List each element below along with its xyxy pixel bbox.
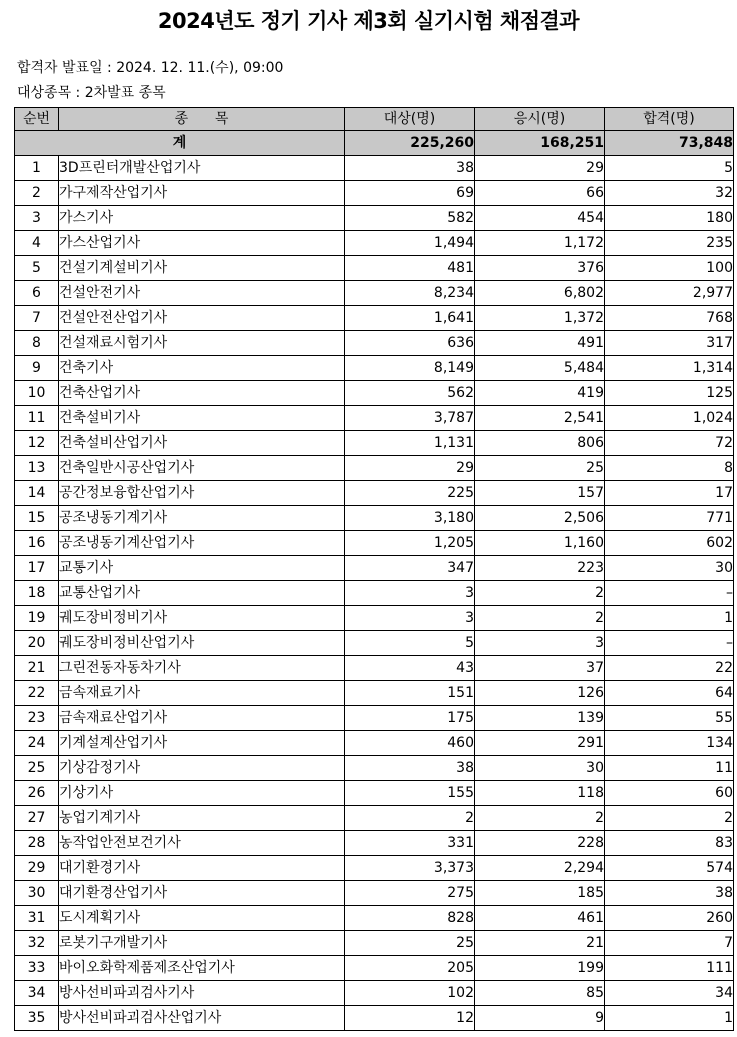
row-number: 29 xyxy=(15,856,59,881)
row-number: 11 xyxy=(15,406,59,431)
target-count: 481 xyxy=(345,256,475,281)
passed-count: 125 xyxy=(605,381,734,406)
exam-name: 건설재료시험기사 xyxy=(59,331,345,356)
passed-count: – xyxy=(605,631,734,656)
exam-name: 기계설계산업기사 xyxy=(59,731,345,756)
table-row xyxy=(15,406,734,431)
target-count: 3,180 xyxy=(345,506,475,531)
row-number: 25 xyxy=(15,756,59,781)
applied-count: 2,294 xyxy=(475,856,605,881)
table-row xyxy=(15,256,734,281)
table-row xyxy=(15,231,734,256)
applied-count: 2 xyxy=(475,606,605,631)
applied-count: 126 xyxy=(475,681,605,706)
header-applied: 응시(명) xyxy=(475,108,605,131)
total-passed: 73,848 xyxy=(605,131,734,156)
applied-count: 376 xyxy=(475,256,605,281)
target-count: 1,494 xyxy=(345,231,475,256)
exam-name: 로봇기구개발기사 xyxy=(59,931,345,956)
applied-count: 118 xyxy=(475,781,605,806)
applied-count: 2,506 xyxy=(475,506,605,531)
target-count: 29 xyxy=(345,456,475,481)
passed-count: 1,314 xyxy=(605,356,734,381)
target-count: 582 xyxy=(345,206,475,231)
passed-count: 260 xyxy=(605,906,734,931)
target-count: 8,234 xyxy=(345,281,475,306)
applied-count: 228 xyxy=(475,831,605,856)
row-number: 22 xyxy=(15,681,59,706)
exam-name: 방사선비파괴검사산업기사 xyxy=(59,1006,345,1031)
applied-count: 185 xyxy=(475,881,605,906)
table-row xyxy=(15,581,734,606)
table-row xyxy=(15,331,734,356)
target-count: 69 xyxy=(345,181,475,206)
table-row xyxy=(15,981,734,1006)
row-number: 19 xyxy=(15,606,59,631)
applied-count: 29 xyxy=(475,156,605,181)
passed-count: 60 xyxy=(605,781,734,806)
target-count: 636 xyxy=(345,331,475,356)
passed-count: 1,024 xyxy=(605,406,734,431)
applied-count: 223 xyxy=(475,556,605,581)
results-table xyxy=(14,107,734,1031)
target-count: 1,131 xyxy=(345,431,475,456)
exam-name: 바이오화학제품제조산업기사 xyxy=(59,956,345,981)
header-target: 대상(명) xyxy=(345,108,475,131)
applied-count: 291 xyxy=(475,731,605,756)
target-count: 43 xyxy=(345,656,475,681)
row-number: 17 xyxy=(15,556,59,581)
applied-count: 9 xyxy=(475,1006,605,1031)
row-number: 10 xyxy=(15,381,59,406)
row-number: 4 xyxy=(15,231,59,256)
passed-count: 602 xyxy=(605,531,734,556)
exam-name: 공조냉동기계산업기사 xyxy=(59,531,345,556)
applied-count: 85 xyxy=(475,981,605,1006)
row-number: 1 xyxy=(15,156,59,181)
row-number: 3 xyxy=(15,206,59,231)
row-number: 26 xyxy=(15,781,59,806)
applied-count: 139 xyxy=(475,706,605,731)
row-number: 32 xyxy=(15,931,59,956)
passed-count: 11 xyxy=(605,756,734,781)
exam-name: 궤도장비정비기사 xyxy=(59,606,345,631)
header-no: 순번 xyxy=(15,108,59,131)
passed-count: 100 xyxy=(605,256,734,281)
passed-count: 72 xyxy=(605,431,734,456)
applied-count: 3 xyxy=(475,631,605,656)
table-row xyxy=(15,681,734,706)
page-title: 2024년도 정기 기사 제3회 실기시험 채점결과 xyxy=(157,9,580,33)
target-count: 331 xyxy=(345,831,475,856)
row-number: 34 xyxy=(15,981,59,1006)
row-number: 5 xyxy=(15,256,59,281)
target-count: 460 xyxy=(345,731,475,756)
passed-count: 7 xyxy=(605,931,734,956)
passed-count: 22 xyxy=(605,656,734,681)
table-row xyxy=(15,781,734,806)
applied-count: 806 xyxy=(475,431,605,456)
applied-count: 454 xyxy=(475,206,605,231)
target-count: 1,205 xyxy=(345,531,475,556)
applied-count: 25 xyxy=(475,456,605,481)
target-count: 3,373 xyxy=(345,856,475,881)
target-count: 3 xyxy=(345,606,475,631)
target-count: 3 xyxy=(345,581,475,606)
exam-name: 농업기계기사 xyxy=(59,806,345,831)
exam-name: 그린전동자동차기사 xyxy=(59,656,345,681)
total-label: 계 xyxy=(15,131,345,156)
row-number: 18 xyxy=(15,581,59,606)
passed-count: 5 xyxy=(605,156,734,181)
passed-count: – xyxy=(605,581,734,606)
exam-name: 건설안전기사 xyxy=(59,281,345,306)
row-number: 21 xyxy=(15,656,59,681)
table-row xyxy=(15,206,734,231)
total-target: 225,260 xyxy=(345,131,475,156)
row-number: 16 xyxy=(15,531,59,556)
exam-name: 금속재료기사 xyxy=(59,681,345,706)
table-row xyxy=(15,156,734,181)
table-row xyxy=(15,656,734,681)
target-count: 828 xyxy=(345,906,475,931)
target-count: 38 xyxy=(345,156,475,181)
passed-count: 2 xyxy=(605,806,734,831)
table-row xyxy=(15,181,734,206)
exam-name: 공조냉동기계기사 xyxy=(59,506,345,531)
row-number: 6 xyxy=(15,281,59,306)
target-count: 102 xyxy=(345,981,475,1006)
row-number: 20 xyxy=(15,631,59,656)
table-row xyxy=(15,606,734,631)
row-number: 9 xyxy=(15,356,59,381)
applied-count: 1,372 xyxy=(475,306,605,331)
row-number: 33 xyxy=(15,956,59,981)
table-row xyxy=(15,906,734,931)
row-number: 14 xyxy=(15,481,59,506)
exam-name: 금속재료산업기사 xyxy=(59,706,345,731)
row-number: 24 xyxy=(15,731,59,756)
passed-count: 34 xyxy=(605,981,734,1006)
passed-count: 180 xyxy=(605,206,734,231)
exam-name: 건축설비산업기사 xyxy=(59,431,345,456)
target-category: 대상종목 : 2차발표 종목 xyxy=(17,85,166,101)
passed-count: 317 xyxy=(605,331,734,356)
applied-count: 461 xyxy=(475,906,605,931)
target-count: 3,787 xyxy=(345,406,475,431)
applied-count: 37 xyxy=(475,656,605,681)
passed-count: 32 xyxy=(605,181,734,206)
table-row xyxy=(15,1006,734,1031)
row-number: 15 xyxy=(15,506,59,531)
applied-count: 1,160 xyxy=(475,531,605,556)
row-number: 23 xyxy=(15,706,59,731)
table-row xyxy=(15,306,734,331)
row-number: 7 xyxy=(15,306,59,331)
target-count: 151 xyxy=(345,681,475,706)
passed-count: 17 xyxy=(605,481,734,506)
header-passed: 합격(명) xyxy=(605,108,734,131)
table-row xyxy=(15,456,734,481)
exam-name: 교통산업기사 xyxy=(59,581,345,606)
announcement-date: 합격자 발표일 : 2024. 12. 11.(수), 09:00 xyxy=(17,60,284,76)
passed-count: 1 xyxy=(605,606,734,631)
exam-name: 3D프린터개발산업기사 xyxy=(59,156,345,181)
exam-name: 건설기계설비기사 xyxy=(59,256,345,281)
exam-name: 건축산업기사 xyxy=(59,381,345,406)
exam-name: 공간정보융합산업기사 xyxy=(59,481,345,506)
passed-count: 8 xyxy=(605,456,734,481)
header-row xyxy=(15,108,734,131)
row-number: 28 xyxy=(15,831,59,856)
row-number: 30 xyxy=(15,881,59,906)
exam-name: 건설안전산업기사 xyxy=(59,306,345,331)
row-number: 2 xyxy=(15,181,59,206)
target-count: 562 xyxy=(345,381,475,406)
exam-name: 가스산업기사 xyxy=(59,231,345,256)
passed-count: 64 xyxy=(605,681,734,706)
table-row xyxy=(15,556,734,581)
target-count: 38 xyxy=(345,756,475,781)
table-row xyxy=(15,856,734,881)
target-count: 1,641 xyxy=(345,306,475,331)
exam-name: 가구제작산업기사 xyxy=(59,181,345,206)
row-number: 27 xyxy=(15,806,59,831)
applied-count: 5,484 xyxy=(475,356,605,381)
applied-count: 2 xyxy=(475,581,605,606)
target-count: 12 xyxy=(345,1006,475,1031)
passed-count: 771 xyxy=(605,506,734,531)
applied-count: 2,541 xyxy=(475,406,605,431)
exam-name: 도시계획기사 xyxy=(59,906,345,931)
target-count: 205 xyxy=(345,956,475,981)
row-number: 31 xyxy=(15,906,59,931)
table-row xyxy=(15,756,734,781)
exam-name: 대기환경기사 xyxy=(59,856,345,881)
table-row xyxy=(15,706,734,731)
target-count: 225 xyxy=(345,481,475,506)
applied-count: 6,802 xyxy=(475,281,605,306)
row-number: 8 xyxy=(15,331,59,356)
exam-name: 건축기사 xyxy=(59,356,345,381)
exam-name: 건축일반시공산업기사 xyxy=(59,456,345,481)
table-row xyxy=(15,731,734,756)
target-count: 275 xyxy=(345,881,475,906)
applied-count: 491 xyxy=(475,331,605,356)
passed-count: 55 xyxy=(605,706,734,731)
applied-count: 157 xyxy=(475,481,605,506)
passed-count: 111 xyxy=(605,956,734,981)
target-count: 155 xyxy=(345,781,475,806)
passed-count: 38 xyxy=(605,881,734,906)
applied-count: 2 xyxy=(475,806,605,831)
header-name: 종 목 xyxy=(59,108,345,131)
table-row xyxy=(15,956,734,981)
passed-count: 134 xyxy=(605,731,734,756)
table-row xyxy=(15,806,734,831)
table-row xyxy=(15,831,734,856)
target-count: 25 xyxy=(345,931,475,956)
target-count: 5 xyxy=(345,631,475,656)
table-row xyxy=(15,531,734,556)
applied-count: 1,172 xyxy=(475,231,605,256)
passed-count: 235 xyxy=(605,231,734,256)
passed-count: 83 xyxy=(605,831,734,856)
table-row xyxy=(15,631,734,656)
passed-count: 2,977 xyxy=(605,281,734,306)
passed-count: 574 xyxy=(605,856,734,881)
table-row xyxy=(15,431,734,456)
exam-name: 기상기사 xyxy=(59,781,345,806)
table-row xyxy=(15,931,734,956)
table-row xyxy=(15,481,734,506)
exam-name: 기상감정기사 xyxy=(59,756,345,781)
target-count: 347 xyxy=(345,556,475,581)
applied-count: 30 xyxy=(475,756,605,781)
exam-name: 교통기사 xyxy=(59,556,345,581)
exam-name: 가스기사 xyxy=(59,206,345,231)
row-number: 13 xyxy=(15,456,59,481)
row-number: 12 xyxy=(15,431,59,456)
exam-name: 궤도장비정비산업기사 xyxy=(59,631,345,656)
table-row xyxy=(15,356,734,381)
table-row xyxy=(15,381,734,406)
target-count: 2 xyxy=(345,806,475,831)
total-row xyxy=(15,131,734,156)
exam-name: 농작업안전보건기사 xyxy=(59,831,345,856)
passed-count: 768 xyxy=(605,306,734,331)
passed-count: 30 xyxy=(605,556,734,581)
target-count: 8,149 xyxy=(345,356,475,381)
applied-count: 66 xyxy=(475,181,605,206)
applied-count: 21 xyxy=(475,931,605,956)
applied-count: 419 xyxy=(475,381,605,406)
passed-count: 1 xyxy=(605,1006,734,1031)
applied-count: 199 xyxy=(475,956,605,981)
table-row xyxy=(15,281,734,306)
exam-name: 대기환경산업기사 xyxy=(59,881,345,906)
exam-name: 건축설비기사 xyxy=(59,406,345,431)
table-row xyxy=(15,881,734,906)
total-applied: 168,251 xyxy=(475,131,605,156)
row-number: 35 xyxy=(15,1006,59,1031)
exam-name: 방사선비파괴검사기사 xyxy=(59,981,345,1006)
target-count: 175 xyxy=(345,706,475,731)
table-row xyxy=(15,506,734,531)
